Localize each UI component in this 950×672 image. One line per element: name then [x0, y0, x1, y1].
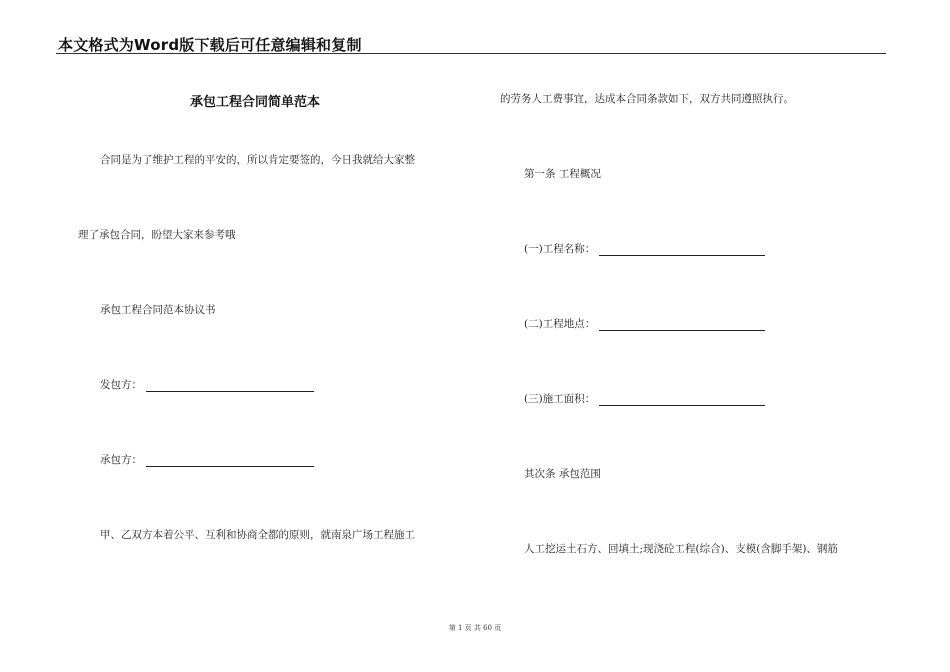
document-banner: 本文格式为Word版下载后可任意编辑和复制: [58, 36, 362, 54]
agreement-subtitle: 承包工程合同范本协议书: [100, 304, 216, 316]
party-a-blank-line: [146, 380, 314, 392]
header-divider: [56, 53, 886, 54]
article-1-heading: 第一条 工程概况: [524, 168, 601, 180]
principle-paragraph-line: 甲、乙双方本着公平、互利和协商全都的原则，就南泉广场工程施工: [100, 529, 415, 541]
document-title: 承包工程合同简单范本: [190, 95, 321, 110]
intro-paragraph-line-2: 理了承包合同，盼望大家来参考哦: [78, 229, 236, 241]
project-location-field: [524, 317, 765, 331]
construction-area-blank-line: [599, 394, 765, 406]
project-name-label: (一)工程名称：: [524, 243, 596, 255]
party-b-blank-line: [146, 455, 314, 467]
project-name-field: [524, 242, 765, 256]
party-a-field: [100, 378, 314, 392]
party-b-label: 承包方：: [100, 454, 142, 466]
construction-area-field: [524, 392, 765, 406]
project-location-blank-line: [599, 319, 765, 331]
intro-paragraph-line-1: 合同是为了维护工程的平安的，所以肯定要签的，今日我就给大家整: [100, 154, 415, 166]
party-b-field: [100, 453, 314, 467]
page-number: 第 1 页 共 60 页: [448, 624, 502, 632]
project-name-blank-line: [599, 244, 765, 256]
project-location-label: (二)工程地点：: [524, 318, 596, 330]
article-2-heading: 其次条 承包范围: [524, 468, 601, 480]
scope-paragraph-line: 人工挖运土石方、回填土;现浇砼工程(综合)、支模(含脚手架)、钢筋: [524, 543, 838, 555]
continuation-line: 的劳务人工费事宜，达成本合同条款如下，双方共同遵照执行。: [500, 93, 794, 105]
party-a-label: 发包方：: [100, 379, 142, 391]
construction-area-label: (三)施工面积：: [524, 393, 596, 405]
